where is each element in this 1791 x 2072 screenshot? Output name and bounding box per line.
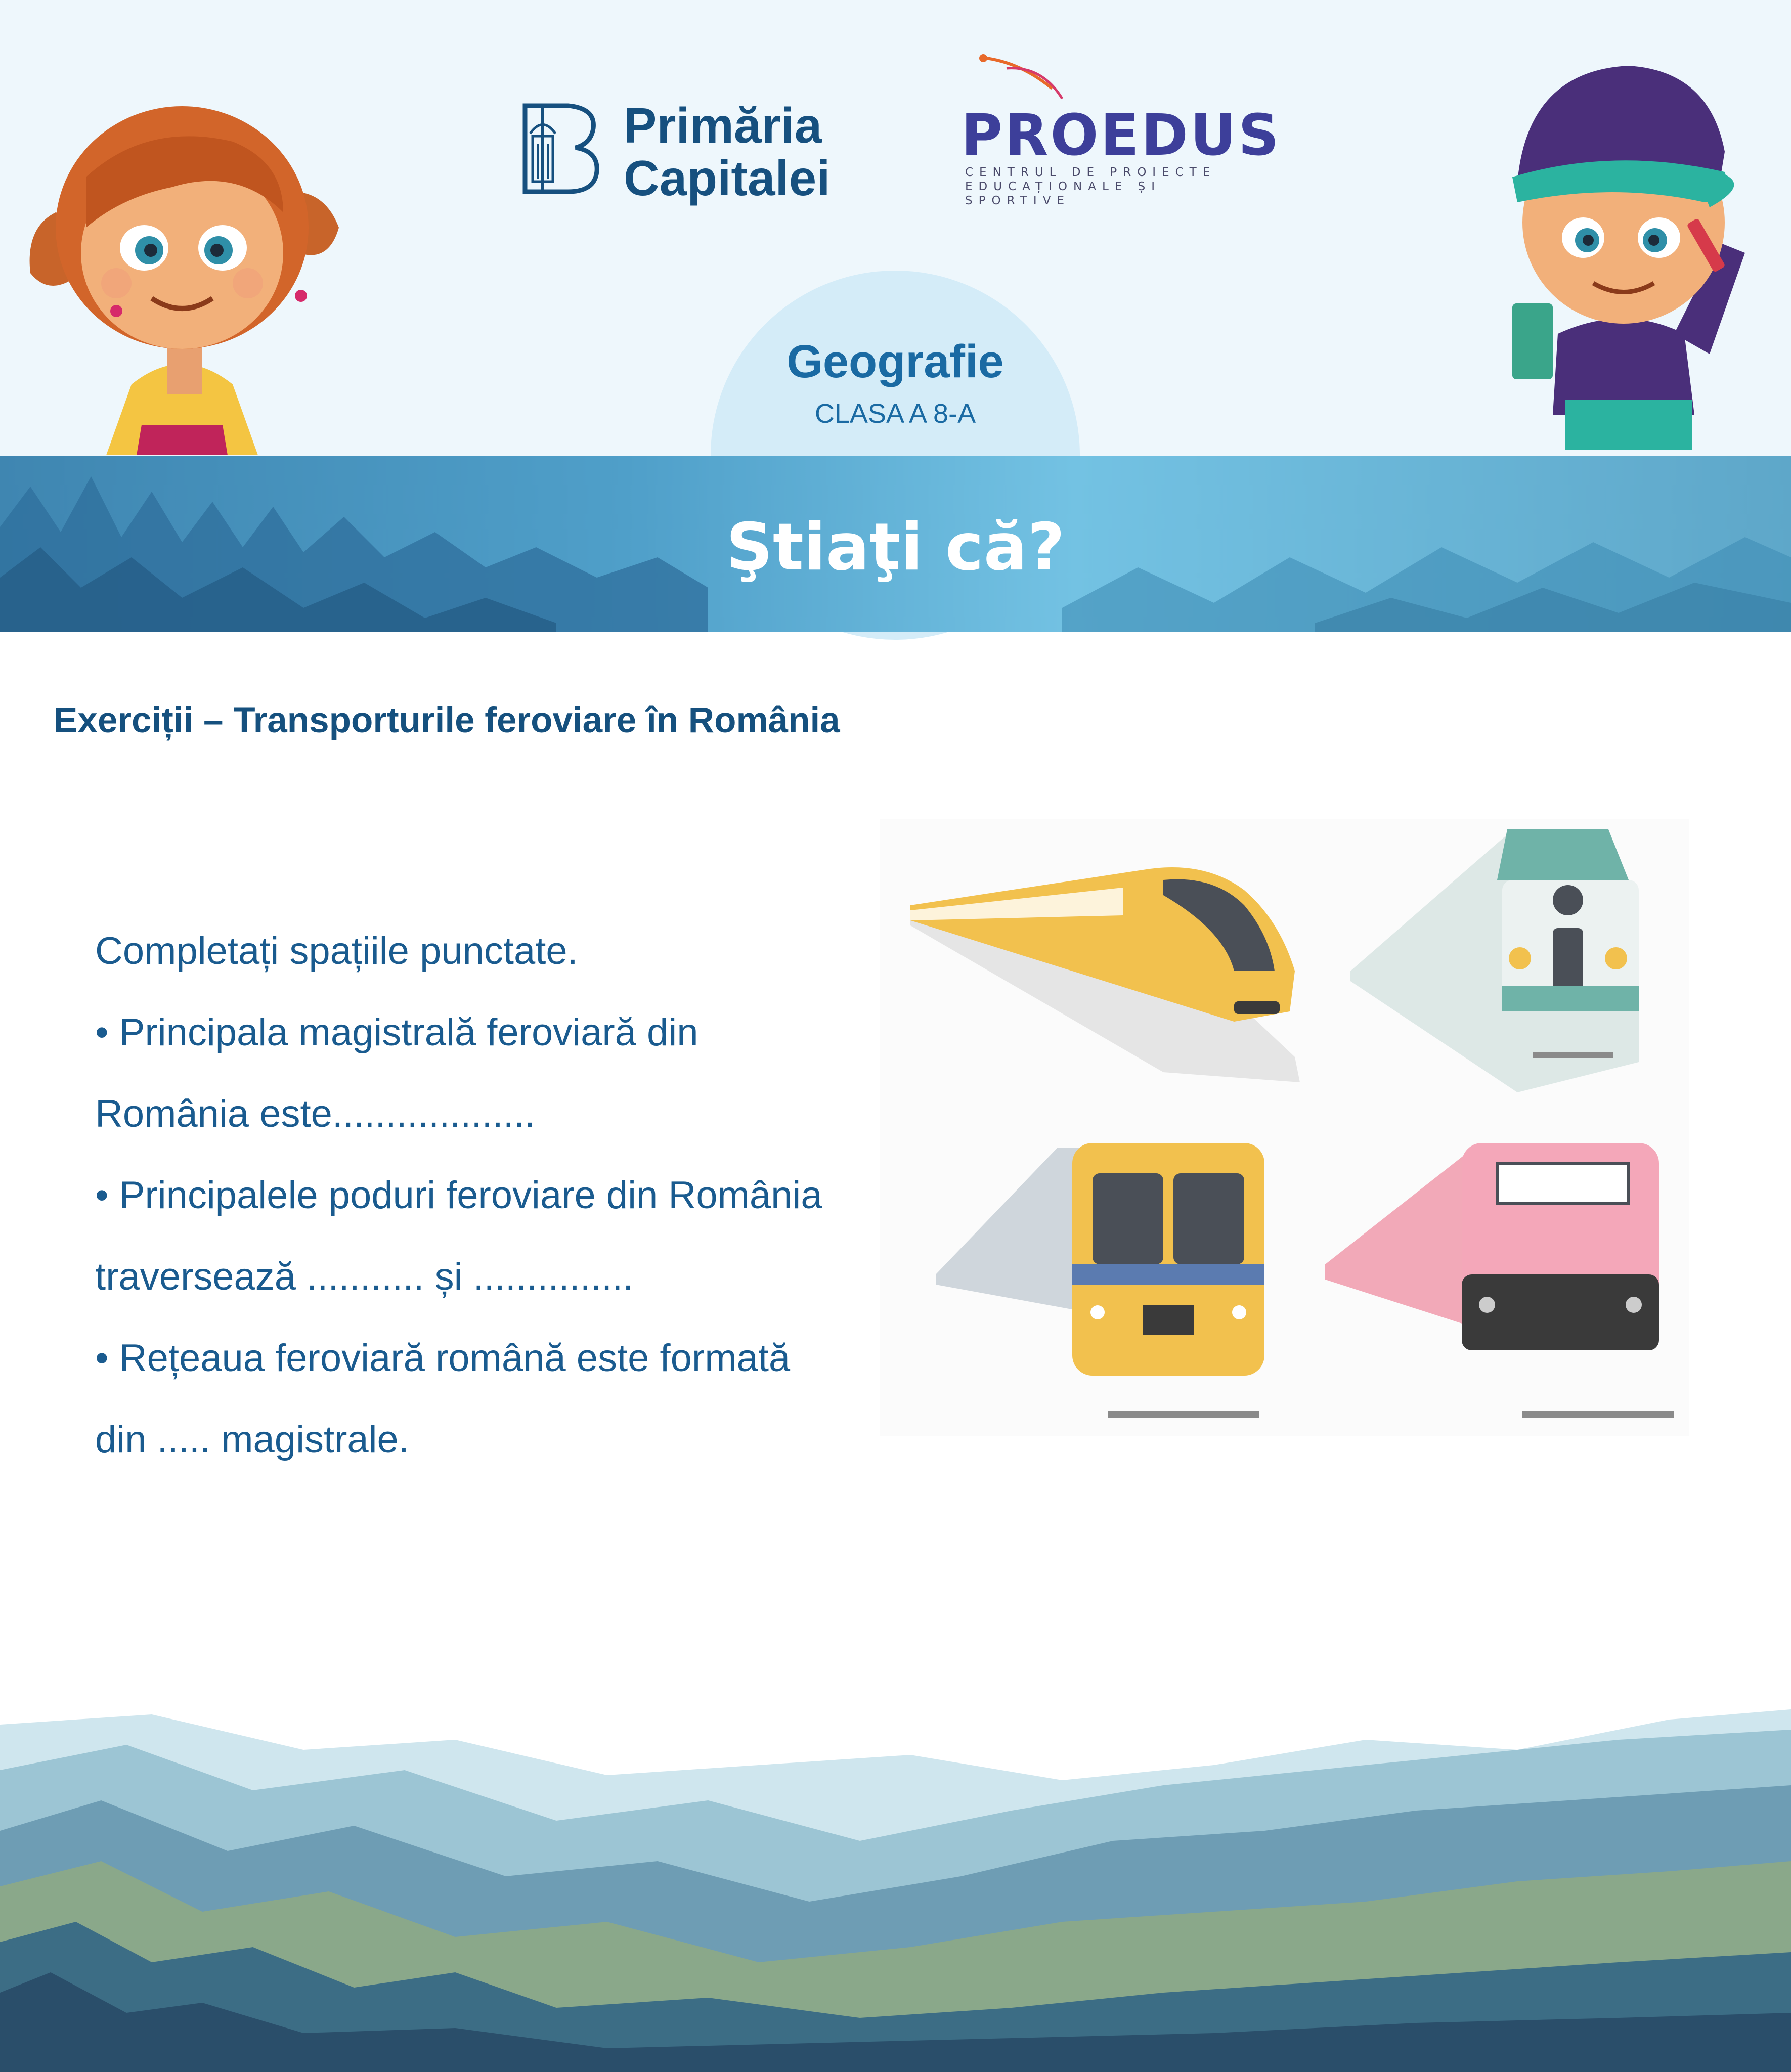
exercise-line-3a: • Rețeaua feroviară română este formată — [95, 1337, 791, 1380]
trains-illustration — [880, 819, 1689, 1436]
proedus-subtitle — [965, 165, 1253, 208]
primaria-logo-line2: Capitalei — [624, 150, 831, 206]
exercise-line-2b: traversează ........... și ............... — [95, 1255, 634, 1298]
proedus-subtitle-line2: EDUCAȚIONALE ȘI SPORTIVE — [965, 180, 1161, 207]
subject-title: Geografie — [787, 336, 1004, 387]
exercise-body — [95, 910, 884, 1480]
proedus-subtitle-line1: CENTRUL DE PROIECTE — [965, 166, 1216, 179]
primaria-logo-line1: Primăria — [624, 98, 822, 153]
exercise-line-instruction: Completați spațiile punctate. — [95, 930, 578, 973]
grade-label: CLASA A 8-A — [814, 399, 976, 429]
exercise-line-3b: din ..... magistrale. — [95, 1418, 409, 1461]
primaria-logo-text — [624, 99, 830, 204]
exercise-line-1b: România este................... — [95, 1092, 536, 1135]
primaria-capitalei-logo — [520, 99, 854, 205]
footer-mountain-landscape-illustration — [0, 1709, 1791, 2072]
banner-title: Ştiaţi că? — [726, 510, 1065, 585]
proedus-wordmark: PROEDUS — [961, 103, 1281, 168]
exercise-line-1a: • Principala magistrală feroviară din — [95, 1011, 698, 1054]
exercise-title: Exerciții – Transporturile feroviare în România — [54, 700, 840, 740]
primaria-b-emblem-icon — [520, 103, 601, 194]
boy-character-illustration — [1482, 51, 1765, 456]
proedus-logo — [961, 53, 1281, 207]
girl-character-illustration — [20, 61, 354, 455]
exercise-line-2a: • Principalele poduri feroviare din România — [95, 1174, 822, 1217]
